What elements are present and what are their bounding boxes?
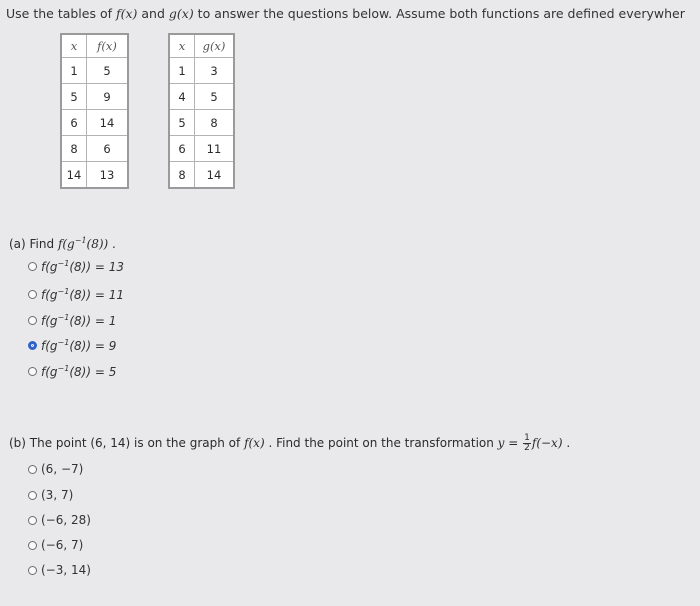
radio-button[interactable] [28, 290, 37, 299]
table-row [169, 58, 234, 84]
radio-button[interactable] [28, 491, 37, 500]
table-header-cell: f(x) [87, 34, 129, 58]
radio-button[interactable] [28, 316, 37, 325]
instructions-text: Use the tables of f(x) and g(x) to answer the questions below. Assume both functions are defined everywher [6, 6, 685, 21]
radio-button[interactable] [28, 541, 37, 550]
table-cell: 8 [195, 110, 235, 136]
table-row [169, 84, 234, 110]
table-cell: 3 [195, 58, 235, 84]
table-cell: 14 [195, 162, 235, 189]
table-row [169, 162, 234, 189]
table-g [168, 33, 235, 189]
table-header-cell: x [169, 34, 195, 58]
question-a: (a) Find $f(g^{-1}(8))$ . [9, 236, 116, 251]
table-cell: 5 [61, 84, 87, 110]
table-cell: 14 [61, 162, 87, 189]
table-row [61, 162, 128, 189]
option-b-1[interactable]: (6, −7) [28, 462, 83, 476]
radio-button-selected[interactable] [28, 341, 37, 350]
option-b-2[interactable]: (3, 7) [28, 488, 73, 502]
radio-button[interactable] [28, 262, 37, 271]
table-row [61, 84, 128, 110]
table-cell: 11 [195, 136, 235, 162]
option-a-5[interactable]: $f(g^{-1}(8)) = 5$ [28, 364, 116, 379]
table-header-cell: g(x) [195, 34, 235, 58]
table-f [60, 33, 129, 189]
table-cell: 6 [61, 110, 87, 136]
option-a-3[interactable]: $f(g^{-1}(8)) = 1$ [28, 313, 116, 328]
radio-button[interactable] [28, 516, 37, 525]
table-header-cell: x [61, 34, 87, 58]
table-cell: 8 [169, 162, 195, 189]
radio-button[interactable] [28, 465, 37, 474]
table-cell: 13 [87, 162, 129, 189]
option-b-4[interactable]: (−6, 7) [28, 538, 83, 552]
question-b: (b) The point (6, 14) is on the graph of f(x) . Find the point on the transformation y = $\frac{1}{2}$ f(−x) . [9, 433, 571, 453]
table-header-row [61, 34, 128, 58]
fraction: $\frac{1}{2}$ [524, 433, 530, 453]
radio-button[interactable] [28, 566, 37, 575]
table-header-row [169, 34, 234, 58]
table-cell: 1 [169, 58, 195, 84]
table-cell: 14 [87, 110, 129, 136]
table-cell: 6 [87, 136, 129, 162]
table-cell: 5 [87, 58, 129, 84]
table-row [61, 58, 128, 84]
table-row [169, 136, 234, 162]
table-row [61, 110, 128, 136]
table-cell: 4 [169, 84, 195, 110]
table-cell: 1 [61, 58, 87, 84]
table-cell: 5 [169, 110, 195, 136]
option-a-1[interactable]: $f(g^{-1}(8)) = 13$ [28, 259, 124, 274]
table-cell: 5 [195, 84, 235, 110]
table-cell: 6 [169, 136, 195, 162]
table-row [61, 136, 128, 162]
option-b-5[interactable]: (−3, 14) [28, 563, 91, 577]
table-cell: 8 [61, 136, 87, 162]
radio-button[interactable] [28, 367, 37, 376]
option-a-2[interactable]: $f(g^{-1}(8)) = 11$ [28, 287, 124, 302]
option-a-4[interactable]: $f(g^{-1}(8)) = 9$ [28, 338, 116, 353]
table-cell: 9 [87, 84, 129, 110]
option-b-3[interactable]: (−6, 28) [28, 513, 91, 527]
table-row [169, 110, 234, 136]
